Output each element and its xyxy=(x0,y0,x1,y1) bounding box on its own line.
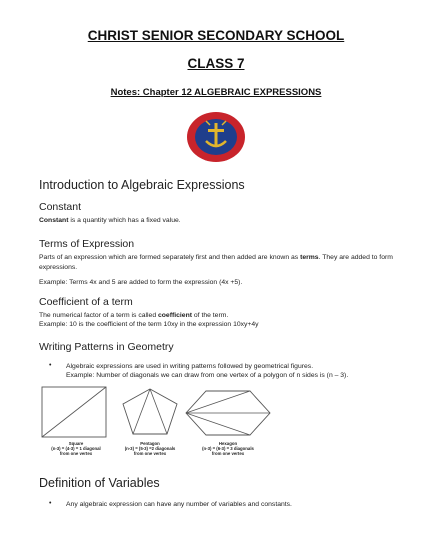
coefficient-example: Example: 10 is the coefficient of the term 10xy in the expression 10xy+4y xyxy=(39,321,259,328)
variables-bullet: Any algebraic expression can have any number of variables and constants. xyxy=(66,501,292,508)
coefficient-text-before: The numerical factor of a term is called xyxy=(39,312,158,319)
square-diagonal xyxy=(42,387,106,437)
square-caption-formula: (n-3) = (4-3) = 1 diagonal xyxy=(51,446,101,452)
constant-term: Constant xyxy=(39,217,69,224)
hexagon-caption xyxy=(186,441,270,457)
pentagon-figure xyxy=(123,389,177,434)
polygon-figures xyxy=(40,385,400,445)
square-caption xyxy=(36,441,116,457)
logo-cross xyxy=(215,123,218,147)
pentagon-diagonal-2 xyxy=(133,389,150,434)
school-logo xyxy=(186,111,246,163)
terms-example: Example: Terms 4x and 5 are added to form the expression (4x +5). xyxy=(39,279,243,286)
logo-crossbar xyxy=(208,129,224,132)
section-heading-terms: Terms of Expression xyxy=(39,238,135,250)
section-heading-constant: Constant xyxy=(39,201,82,213)
hexagon-caption-note: from one vertex xyxy=(211,451,245,457)
school-name: CHRIST SENIOR SECONDARY SCHOOL xyxy=(87,28,345,43)
constant-text: is a quantity which has a fixed value. xyxy=(68,217,181,224)
square-caption-name: Square xyxy=(68,441,84,446)
pentagon-caption-formula: (n-3) = (5-3) =2 diagonals xyxy=(124,446,176,452)
terms-term: terms xyxy=(300,254,319,261)
hexagon-caption-name: Hexagon xyxy=(218,441,238,446)
pentagon-caption-note: from one vertex xyxy=(133,451,167,457)
hexagon-figure xyxy=(186,391,270,435)
square-caption-note: from one vertex xyxy=(59,451,93,457)
pentagon-caption xyxy=(110,441,190,457)
coefficient-text-after: of the term. xyxy=(192,312,229,319)
class-title: CLASS 7 xyxy=(187,56,245,71)
section-heading-intro: Introduction to Algebraic Expressions xyxy=(39,178,245,192)
bullet-marker: • xyxy=(49,500,52,507)
pentagon-diagonal-1 xyxy=(150,389,167,434)
constant-definition xyxy=(39,216,399,226)
square-figure xyxy=(42,387,106,437)
patterns-bullet-line2: Example: Number of diagonals we can draw from one vertex of a polygon of n sides is (n – 3). xyxy=(66,372,349,379)
terms-text-before: Parts of an expression which are formed separately first and then added are known as xyxy=(39,254,301,261)
section-heading-variables: Definition of Variables xyxy=(39,476,160,490)
pentagon-shape xyxy=(123,389,177,434)
bullet-marker: • xyxy=(49,362,52,369)
chapter-title: Notes: Chapter 12 ALGEBRAIC EXPRESSIONS xyxy=(110,87,322,98)
patterns-bullet-line1: Algebraic expressions are used in writing patterns followed by geometrical figures. xyxy=(66,363,314,370)
terms-definition xyxy=(39,253,399,272)
pentagon-caption-name: Pentagon xyxy=(140,441,160,446)
section-heading-coefficient: Coefficient of a term xyxy=(39,296,133,308)
section-heading-patterns: Writing Patterns in Geometry xyxy=(39,341,174,353)
terms-text-after: . They are added to form expressions. xyxy=(39,254,393,271)
coefficient-term: coefficient xyxy=(158,312,192,319)
hexagon-caption-formula: (n-3) = (6-3) = 3 diagonals xyxy=(202,446,254,452)
